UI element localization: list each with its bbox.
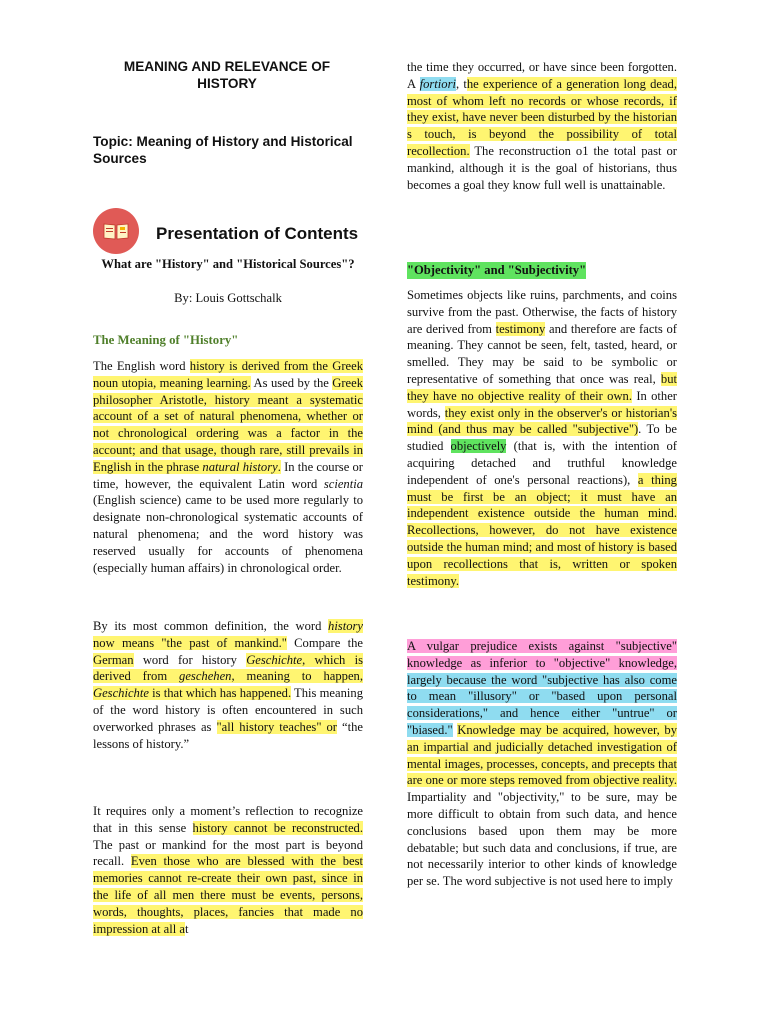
text-span: It requires only a moment’s reflection to recognize that in this sense [93,804,363,835]
highlight-span: history is derived from the Greek noun utopia, meaning learning. [93,359,363,390]
highlight-span: a thing must be first be an object; it must have an independent existence outside the human mind. Recollections, however, do not have existence outside the human mind; and most of history is based upon recollections that is, written or spoken testimony. [407,472,677,588]
text-span: Impartiality and "objectivity," to be sure, may be more difficult to obtain from such data, and hence conclusions based upon them may be more debatable; but such data and conclusions, if true, are not necessarily interior to other kinds of knowledge per se. The word subjective is not used here to imply [407,790,677,889]
highlight-span: history cannot be reconstructed. [192,820,364,835]
italic-span: history [328,619,363,633]
highlight-span: German [93,652,134,667]
subtitle-question: What are "History" and "Historical Sources"? [101,257,355,271]
paragraph-continuation [407,59,677,193]
document-title: MEANING AND RELEVANCE OF HISTORY [123,59,331,91]
text-span: t [184,921,189,936]
highlight-span: they exist only in the observer's or historian's mind (and thus may be called "subjective") [407,405,677,437]
text-span: In the course or time, however, the equivalent Latin word [93,459,363,491]
text-span: Compare the [286,635,363,650]
paragraph-objectivity-2 [407,638,677,890]
highlight-span: . [277,459,281,474]
text-span: In other words, [407,388,677,420]
highlight-span: he experience of a generation long dead, most of whom left no records or whose records, if they exist, have never been disturbed by the historian s touch, is beyond the possibility of total recollection. [407,76,677,158]
text-span: As used by the [250,375,333,390]
document-topic: Topic: Meaning of History and Historical Sources [93,134,353,166]
paragraph-meaning-1 [93,358,363,576]
text-span: (English science) came to be used more regularly to designate non-chronological systematic accounts of natural phenomena; and the word history was reserved usually for accounts of phenomena (especially human affairs) in chronological order. [93,493,363,575]
highlight-span: meaning to happen, [234,669,363,684]
text-span: . To be studied [407,422,677,454]
section-heading-meaning: The Meaning of "History" [93,333,239,347]
text-span: (that is, with the intention of acquiring detached and truthful knowledge independent of one's personal reactions), [407,439,678,487]
text-span: Sometimes objects like ruins, parchments, and coins survive from the past. Otherwise, the facts of history are derived from [407,288,677,336]
highlight-span: Knowledge may be acquired, however, by an impartial and judicially detached investigation of mental images, processes, concepts, and precepts that are one or more steps removed from objective reality. [407,722,677,788]
paragraph-meaning-2 [93,618,363,752]
text-span: word for history [133,652,247,667]
highlight-span: largely because the word "subjective has also come to mean "illusory" or "based upon personal considerations," and hence either "untrue" or "biased." [407,672,677,737]
book-icon [93,208,139,254]
highlight-span: Greek philosopher Aristotle, history meant a systematic account of a set of natural phenomena, whether or not chronological ordering was a factor in the account; and that usage, though rare, still prevails in English in the phrase [93,375,363,474]
highlight-span: but they have no objective reality of their own. [407,371,677,403]
highlight-span: Even those who are blessed with the best memories cannot re-create their own past, since in the life of all men there must be events, persons, words, thoughts, places, fancies that made no impression at all a [93,854,363,936]
highlight-span: now means "the past of mankind." [93,635,287,650]
book-icon-graphic [103,222,129,240]
paragraph-meaning-3 [93,803,363,937]
text-span: the time they occurred, or have since been forgotten. A [407,60,677,91]
italic-span: Geschichte [93,686,149,701]
highlight-span: is that which has happened. [148,686,292,701]
highlight-span: testimony [495,321,546,336]
presentation-heading: Presentation of Contents [156,224,359,243]
text-span: The reconstruction o1 the total past or mankind, although it is the goal of historians, thus becomes a goal they know full well is unattainable. [407,143,677,192]
italic-span: natural history [202,459,278,474]
italic-span: geschehen, [179,669,235,684]
text-span: , t [456,76,467,91]
text-span: This meaning of the word history is often encountered in such overworked phrases as [93,686,363,734]
text-span: By its most common definition, the word [93,619,329,633]
section-heading-objectivity: "Objectivity" and "Subjectivity" [407,263,587,277]
text-span: and therefore are facts of meaning. They cannot be seen, felt, tasted, heard, or smelled. They may be said to be symbolic or representative of something that once was real, [407,321,677,386]
highlight-span: , which is derived from [93,652,363,684]
highlight-span: "all history teaches" or [216,719,337,734]
italic-span: Geschichte [246,652,303,667]
italic-span: fortiori [419,76,457,91]
highlight-span: A vulgar prejudice exists against "subjective" knowledge as inferior to "objective" knowledge, [407,639,677,670]
byline: By: Louis Gottschalk [174,291,282,305]
highlight-span: objectively [450,439,507,454]
italic-span: scientia [323,476,363,491]
paragraph-objectivity-1 [407,287,677,589]
text-span: The past or mankind for the most part is beyond recall. [93,837,363,869]
text-span: The English word [93,359,190,373]
text-span: “the lessons of history.” [93,719,363,751]
